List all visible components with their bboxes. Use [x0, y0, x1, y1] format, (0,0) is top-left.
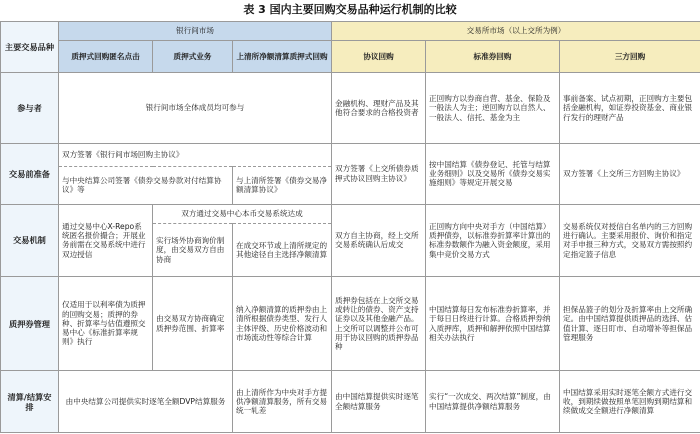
participants-tripartite: 事前备案、试点初期，正回购方主要包括金融机构，如证券投资基金、商业银行发行的理财产品 [560, 73, 700, 143]
row-label-clearing: 清算/结算安排 [1, 371, 59, 433]
collateral-standard: 中国结算每日发布标准券折算率，并于每日日终进行计算。合格质押券纳入质押库，质押和解押依照中国结算相关办法执行 [426, 277, 560, 371]
pre-trade-interbank-agreement: 双方签署《银行间市场回购主协议》 [59, 143, 332, 166]
row-label-participants: 参与者 [1, 73, 59, 143]
header-tripartite: 三方回购 [560, 41, 700, 73]
pre-trade-ccdc-agreement: 与中央结算公司签署《债券交易券款对付结算协议》等 [59, 167, 233, 204]
mechanism-pledge-anon: 通过交易中心X-Repo系统匿名报价撮合；开展业务前需在交易系统中进行双边授信 [59, 204, 153, 277]
header-group-exchange: 交易所市场（以上交所为例） [332, 22, 700, 41]
mechanism-standard: 正回购方向中央对手方（中国结算）质押债券，以标准券折算率计算出的标准券数额作为融入资金额度，采用集中竞价交易方式 [426, 204, 560, 277]
collateral-tripartite: 担保品篮子的划分及折算率由上交所确定。由中国结算提供质押品的选择、估值计算、逐日盯市、自动增补等担保品管理服务 [560, 277, 700, 371]
mechanism-pledge-bilateral: 实行场外协商询价制度，由交易双方自由协商 [153, 223, 233, 276]
mechanism-tripartite: 交易系统仅对授信白名单内的三方回购进行确认。主要采用报价、询价和指定对手申报三种方式，交易双方需按照约定指定篮子信息 [560, 204, 700, 277]
row-label-pre-trade: 交易前准备 [1, 143, 59, 204]
clearing-shanghai-clear: 由上清所作为中央对手方提供净额清算服务，所有交易统一轧差 [233, 371, 332, 433]
row-label-collateral: 质押券管理 [1, 277, 59, 371]
collateral-shanghai-clear: 纳入净额清算的质押券由上清所根据债券类型、发行人主体评级、历史价格波动和市场流动性等综合计算 [233, 277, 332, 371]
comparison-table [0, 21, 700, 433]
row-label-mechanism: 交易机制 [1, 204, 59, 277]
header-group-interbank: 银行间市场 [59, 22, 332, 41]
pre-trade-agreement: 双方签署《上交所债券质押式协议回购主协议》 [332, 143, 426, 204]
clearing-ccdc-dvp: 由中央结算公司提供实时逐笔全额DVP结算服务 [59, 371, 233, 433]
pre-trade-shclearing-agreement: 与上清所签署《债券交易净额清算协议》 [233, 167, 332, 204]
header-pledge-bilateral: 质押式业务 [153, 41, 233, 73]
header-standard: 标准券回购 [426, 41, 560, 73]
table-title: 表 3 国内主要回购交易品种运行机制的比较 [243, 3, 457, 16]
mechanism-cfets-system: 双方通过交易中心本币交易系统达成 [153, 204, 332, 223]
header-shanghai-clear: 上清所净额清算质押式回购 [233, 41, 332, 73]
clearing-agreement: 由中国结算提供实时逐笔全额结算服务 [332, 371, 426, 433]
clearing-tripartite: 中国结算采用实时逐笔全额方式进行交收，到期续做按照单笔回购到期结算和续做成交全额进行净额清算 [560, 371, 700, 433]
pre-trade-standard: 按中国结算《债券登记、托管与结算业务细则》以及交易所《债券交易实施细则》等规定开展交易 [426, 143, 560, 204]
collateral-pledge-bilateral: 由交易双方协商确定质押券范围、折算率 [153, 277, 233, 371]
mechanism-shanghai-clear: 在成交环节或上清所规定的其他途径自主选择净额清算 [233, 223, 332, 276]
header-corner: 主要交易品种 [1, 22, 59, 73]
collateral-agreement: 质押券包括在上交所交易或转让的债券、资产支持证券以及其他金融产品。上交所可以调整并公布可用于协议回购的质押券品种 [332, 277, 426, 371]
participants-standard: 正回购方以券商自营、基金、保险及一般法人为主；逆回购方以自然人、一般法人、信托、基金为主 [426, 73, 560, 143]
collateral-pledge-anon: 仅适用于以利率债为质押的回购交易；质押的券种、折算率与估值遵照交易中心《标准折算率规则》执行 [59, 277, 153, 371]
participants-agreement: 金融机构、理财产品及其他符合要求的合格投资者 [332, 73, 426, 143]
mechanism-agreement: 双方自主协商，经上交所交易系统确认后成交 [332, 204, 426, 277]
header-pledge-anon: 质押式回购匿名点击 [59, 41, 153, 73]
clearing-standard: 实行“一次成交、两次结算”制度，由中国结算提供净额结算服务 [426, 371, 560, 433]
pre-trade-tripartite: 双方签署《上交所三方回购主协议》 [560, 143, 700, 204]
participants-interbank: 银行间市场全体成员均可参与 [59, 73, 332, 143]
header-agreement: 协议回购 [332, 41, 426, 73]
